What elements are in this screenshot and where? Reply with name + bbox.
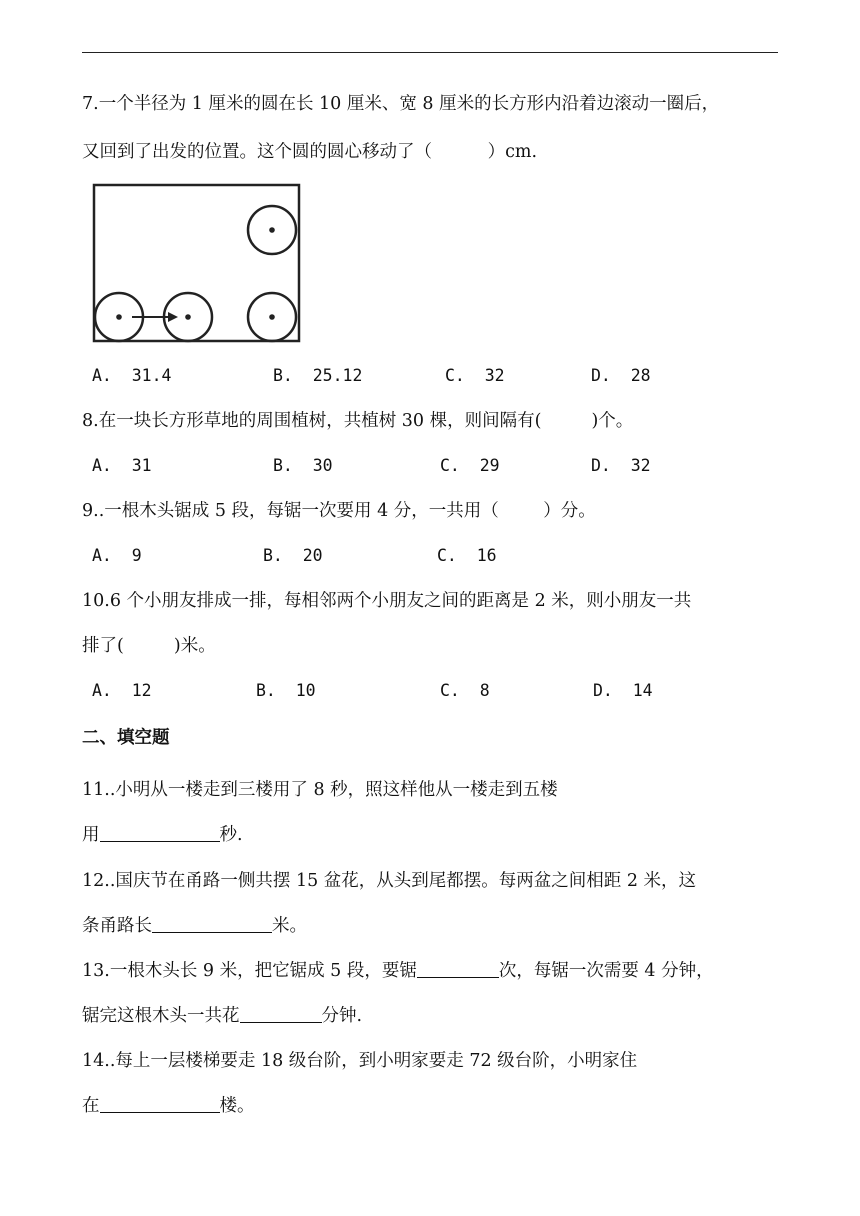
q9-text: 9..一根木头锯成 5 段，每锯一次要用 4 分，一共用（ ）分。 [82, 501, 596, 521]
q8-option-d[interactable]: D. 32 [591, 456, 651, 475]
q7-option-d[interactable]: D. 28 [591, 366, 651, 385]
q7-text-line2: 又回到了出发的位置。这个圆的圆心移动了（ ）cm. [82, 142, 538, 162]
q10-option-d[interactable]: D. 14 [593, 681, 653, 700]
q13-line2-prefix: 锯完这根木头一共花 [82, 1006, 240, 1026]
figure-center-dot [185, 314, 191, 320]
q14-answer-blank[interactable] [100, 1094, 220, 1113]
q7-rectangle-figure [92, 183, 302, 343]
q7-text-line1: 7.一个半径为 1 厘米的圆在长 10 厘米、宽 8 厘米的长方形内沿着边滚动一圈后， [82, 94, 720, 114]
q13-line2-suffix: 分钟. [321, 1006, 363, 1026]
q7-option-a[interactable]: A. 31.4 [92, 366, 172, 385]
q9-option-b[interactable]: B. 20 [263, 546, 323, 565]
section-heading-fill-in: 二、填空题 [82, 728, 170, 748]
q9-option-c[interactable]: C. 16 [437, 546, 497, 565]
q8-text: 8.在一块长方形草地的周围植树，共植树 30 棵，则间隔有( )个。 [82, 411, 634, 431]
q9-option-a[interactable]: A. 9 [92, 546, 142, 565]
q8-option-b[interactable]: B. 30 [273, 456, 333, 475]
figure-arrow-head [168, 312, 178, 322]
q14-text-line2 [82, 1094, 255, 1118]
q13-text-line2 [82, 1004, 362, 1028]
q7-option-c[interactable]: C. 32 [445, 366, 505, 385]
q12-answer-blank[interactable] [152, 914, 272, 933]
figure-center-dot [269, 227, 275, 233]
q10-text-line2: 排了( )米。 [82, 636, 216, 656]
q11-answer-blank[interactable] [100, 823, 220, 842]
figure-center-dot [269, 314, 275, 320]
q11-text-line1: 11..小明从一楼走到三楼用了 8 秒，照这样他从一楼走到五楼 [82, 780, 558, 800]
q11-suffix: 秒. [219, 825, 243, 845]
q13-text-line1 [82, 959, 714, 983]
figure-center-dot [116, 314, 122, 320]
header-rule [82, 52, 778, 53]
q12-prefix: 条甬路长 [82, 916, 152, 936]
q11-prefix: 用 [82, 825, 100, 845]
figure-rectangle [94, 185, 299, 341]
q14-suffix: 楼。 [219, 1096, 255, 1116]
q12-text-line2 [82, 914, 307, 938]
q8-option-a[interactable]: A. 31 [92, 456, 152, 475]
q13-line1-prefix: 13.一根木头长 9 米，把它锯成 5 段，要锯 [82, 961, 417, 981]
q10-option-b[interactable]: B. 10 [256, 681, 316, 700]
q14-prefix: 在 [82, 1096, 100, 1116]
q14-text-line1: 14..每上一层楼梯要走 18 级台阶，到小明家要走 72 级台阶，小明家住 [82, 1051, 638, 1071]
q13-answer-blank-2[interactable] [240, 1004, 322, 1023]
q10-text-line1: 10.6 个小朋友排成一排，每相邻两个小朋友之间的距离是 2 米，则小朋友一共 [82, 591, 692, 611]
q10-option-c[interactable]: C. 8 [440, 681, 490, 700]
q11-text-line2 [82, 823, 243, 847]
q13-line1-suffix: 次，每锯一次需要 4 分钟， [498, 961, 714, 981]
q12-text-line1: 12..国庆节在甬路一侧共摆 15 盆花，从头到尾都摆。每两盆之间相距 2 米，这 [82, 871, 697, 891]
q7-option-b[interactable]: B. 25.12 [273, 366, 363, 385]
q10-option-a[interactable]: A. 12 [92, 681, 152, 700]
q8-option-c[interactable]: C. 29 [440, 456, 500, 475]
q12-suffix: 米。 [272, 916, 307, 936]
q13-answer-blank-1[interactable] [417, 959, 499, 978]
